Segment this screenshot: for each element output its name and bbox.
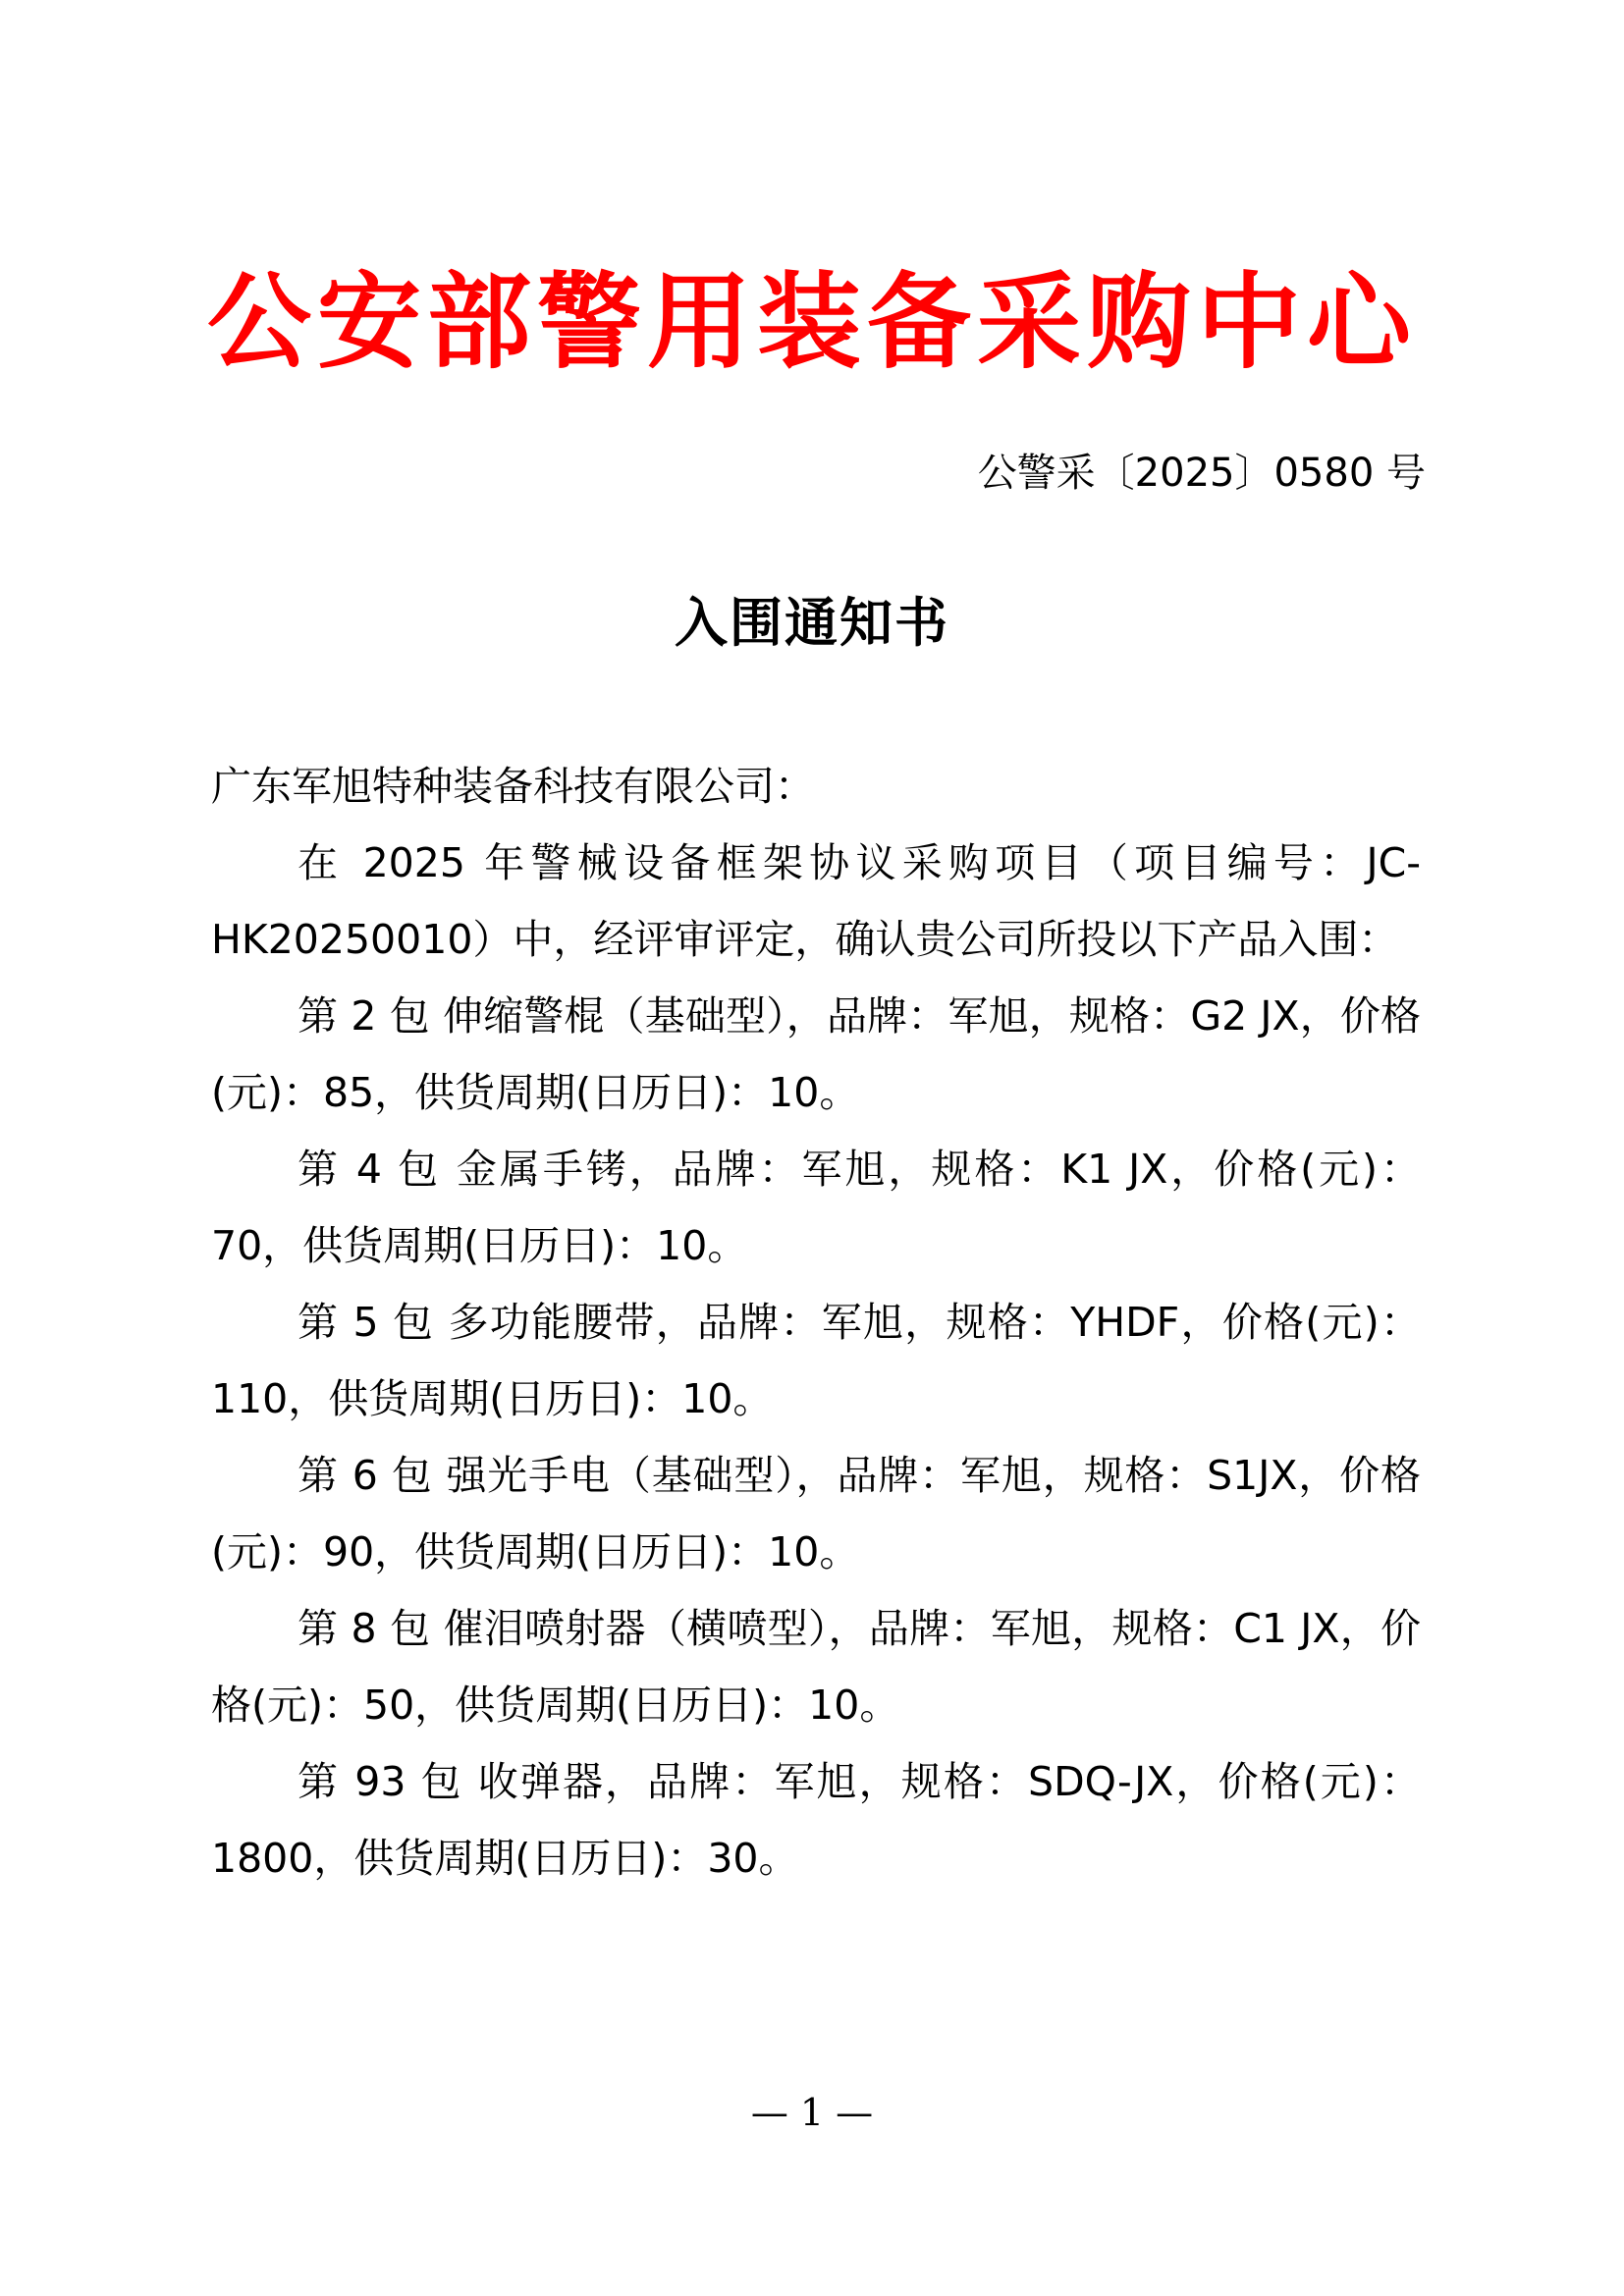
page-number: — 1 — — [750, 2091, 874, 2134]
item-package-5: 第 5 包 多功能腰带，品牌：军旭，规格：YHDF，价格(元)：110，供货周期(日历日)：10。 — [211, 1299, 1421, 1422]
letter-body — [211, 748, 1421, 1896]
item-package-6: 第 6 包 强光手电（基础型），品牌：军旭，规格：S1JX，价格(元)：90，供货周期(日历日)：10。 — [211, 1452, 1421, 1575]
document-title: 入围通知书 — [675, 591, 949, 654]
item-package-8: 第 8 包 催泪喷射器（横喷型），品牌：军旭，规格：C1 JX，价格(元)：50，供货周期(日历日)：10。 — [211, 1605, 1421, 1729]
item-package-4: 第 4 包 金属手铐，品牌：军旭，规格：K1 JX，价格(元)：70，供货周期(日历日)：10。 — [211, 1146, 1421, 1269]
item-package-93: 第 93 包 收弹器，品牌：军旭，规格：SDQ-JX，价格(元)：1800，供货周期(日历日)：30。 — [211, 1758, 1421, 1882]
document-number: 公警采〔2025〕0580 号 — [977, 451, 1426, 496]
intro-paragraph: 在 2025 年警械设备框架协议采购项目（项目编号：JC-HK20250010）中，经评审评定，确认贵公司所投以下产品入围： — [211, 839, 1421, 963]
recipient-line: 广东军旭特种装备科技有限公司： — [211, 763, 815, 810]
item-package-2: 第 2 包 伸缩警棍（基础型），品牌：军旭，规格：G2 JX，价格(元)：85，供货周期(日历日)：10。 — [211, 992, 1421, 1116]
organization-header: 公安部警用装备采购中心 — [207, 260, 1417, 383]
